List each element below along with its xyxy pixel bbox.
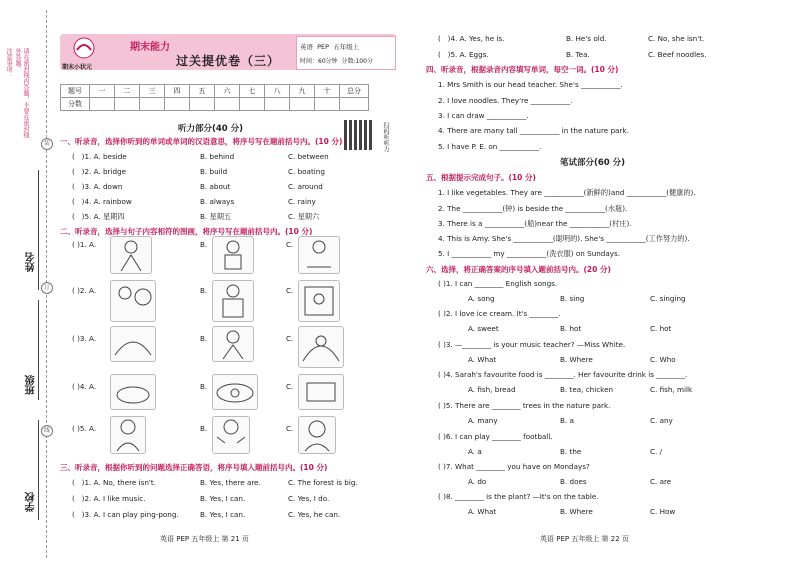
option-c: C. hot xyxy=(650,324,672,333)
list-item: 2. I love noodles. They're ___________. xyxy=(438,96,573,105)
section-6-title: 六、选择，将正确答案的序号填入题前括号内。(20 分) xyxy=(426,265,611,274)
score-cell: 三 xyxy=(140,85,165,98)
brand-logo-icon xyxy=(64,36,104,60)
list-item: ( )3. A. I can play ping-pong. xyxy=(72,510,179,519)
question-stem: ( )2. I love ice cream. It's ________. xyxy=(438,309,561,318)
list-item: ( )2. A. xyxy=(72,286,97,295)
option-c: C. xyxy=(286,240,294,249)
class-line xyxy=(38,300,39,400)
score-input-cell[interactable] xyxy=(265,98,290,111)
picture-icon xyxy=(212,374,258,410)
picture-icon xyxy=(298,374,344,410)
score-input-cell[interactable] xyxy=(340,98,369,111)
question-stem: ( )3. —________ is your music teacher? —Miss White. xyxy=(438,340,626,349)
list-item: ( )5. A. Eggs. xyxy=(438,50,489,59)
option-c: C. No, she isn't. xyxy=(648,34,705,43)
option-a: A. a xyxy=(468,447,482,456)
question-stem: ( )7. What ________ you have on Mondays? xyxy=(438,462,590,471)
option-c: C. any xyxy=(650,416,673,425)
score-input-cell[interactable] xyxy=(315,98,340,111)
school-label: 学校 xyxy=(26,492,37,512)
score-cell: 八 xyxy=(265,85,290,98)
option-b: B. Where xyxy=(560,355,593,364)
option-b: B. tea, chicken xyxy=(560,385,614,394)
list-item: 5. I ___________ my ___________(洗衣服) on Sundays. xyxy=(438,249,621,258)
written-section-title: 笔试部分(60 分) xyxy=(560,158,626,168)
list-item: 4. There are many tall ___________ in the nature park. xyxy=(438,126,629,135)
option-b: B. the xyxy=(560,447,582,456)
right-footer: 英语 PEP 五年级上 第 22 页 xyxy=(540,535,629,543)
picture-icon xyxy=(212,416,250,454)
option-b: B. xyxy=(200,240,208,249)
score-cell: 二 xyxy=(115,85,140,98)
option-c: C. xyxy=(286,286,294,295)
option-b: B. Yes, there are. xyxy=(200,478,261,487)
option-a: A. do xyxy=(468,477,487,486)
option-b: B. xyxy=(200,334,208,343)
option-a: A. many xyxy=(468,416,498,425)
question-stem: ( )6. I can play ________ football. xyxy=(438,432,553,441)
qr-label: 扫码听听力 xyxy=(382,122,389,152)
option-c: C. 星期六 xyxy=(288,212,320,221)
binding-mark-2: 订 xyxy=(41,282,53,294)
option-a: A. sweet xyxy=(468,324,499,333)
option-c: C. Who xyxy=(650,355,676,364)
section-5-title: 五、根据提示完成句子。(10 分) xyxy=(426,173,536,182)
option-c: C. Yes, he can. xyxy=(288,510,341,519)
score-input-cell[interactable] xyxy=(115,98,140,111)
score-cell: 六 xyxy=(215,85,240,98)
binding-mark-3: 线 xyxy=(41,425,53,437)
option-b: B. always xyxy=(200,197,235,206)
picture-icon xyxy=(110,326,156,362)
score-cell: 分数 xyxy=(61,98,90,111)
option-c: C. around xyxy=(288,182,323,191)
list-item: ( )3. A. xyxy=(72,334,97,343)
list-item: ( )1. A. beside xyxy=(72,152,127,161)
list-item: ( )3. A. down xyxy=(72,182,123,191)
binding-margin xyxy=(0,0,52,566)
list-item: 4. This is Amy. She's ___________(聪明的). She's ___________(工作努力的). xyxy=(438,234,690,243)
option-b: B. hot xyxy=(560,324,582,333)
option-b: B. behind xyxy=(200,152,235,161)
score-input-cell[interactable] xyxy=(140,98,165,111)
option-b: B. xyxy=(200,286,208,295)
score-input-cell[interactable] xyxy=(190,98,215,111)
picture-icon xyxy=(298,416,336,454)
option-b: B. a xyxy=(560,416,574,425)
score-cell: 四 xyxy=(165,85,190,98)
option-b: B. Yes, I can. xyxy=(200,510,246,519)
option-b: B. build xyxy=(200,167,228,176)
question-stem: ( )4. Sarah's favourite food is ________. Her favourite drink is ________. xyxy=(438,370,688,379)
score-cell: 题号 xyxy=(61,85,90,98)
list-item: ( )4. A. xyxy=(72,382,97,391)
section-2-title: 二、听录音，选择与句子内容相符的图画，将序号写在题前括号内。(10 分) xyxy=(60,227,313,236)
question-stem: ( )5. There are ________ trees in the nature park. xyxy=(438,401,611,410)
option-c: C. xyxy=(286,424,294,433)
qr-code-icon[interactable] xyxy=(344,120,374,150)
option-b: B. about xyxy=(200,182,231,191)
option-b: B. does xyxy=(560,477,587,486)
option-a: A. fish, bread xyxy=(468,385,516,394)
score-value-row xyxy=(61,98,369,111)
picture-icon xyxy=(110,236,152,274)
class-label: 班级 xyxy=(26,375,37,395)
score-input-cell[interactable] xyxy=(290,98,315,111)
edition: PEP xyxy=(317,43,330,51)
picture-icon xyxy=(298,280,340,322)
list-item: ( )4. A. Yes, he is. xyxy=(438,34,505,43)
picture-icon xyxy=(212,236,254,274)
option-c: C. Yes, I do. xyxy=(288,494,330,503)
option-c: C. are xyxy=(650,477,672,486)
option-b: B. 星期五 xyxy=(200,212,232,221)
score-cell: 总分 xyxy=(340,85,369,98)
option-c: C. xyxy=(286,334,294,343)
score-cell: 一 xyxy=(90,85,115,98)
option-c: C. Beef noodles. xyxy=(648,50,707,59)
option-b: B. sing xyxy=(560,294,585,303)
section-4-title: 四、听录音，根据录音内容填写单词，每空一词。(10 分) xyxy=(426,65,619,74)
score-cell: 五 xyxy=(190,85,215,98)
book-name: 期末能力 xyxy=(130,42,170,53)
name-line xyxy=(38,170,39,290)
option-c: C. The forest is big. xyxy=(288,478,358,487)
option-b: B. xyxy=(200,424,208,433)
option-c: C. rainy xyxy=(288,197,316,206)
option-a: A. What xyxy=(468,507,497,516)
score-input-cell[interactable] xyxy=(240,98,265,111)
option-b: B. He's old. xyxy=(566,34,607,43)
list-item: 1. I like vegetables. They are ___________(新鲜的)and ___________(健康的). xyxy=(438,188,696,197)
option-b: B. Where xyxy=(560,507,593,516)
score-input-cell[interactable] xyxy=(165,98,190,111)
listening-section-title: 听力部分(40 分) xyxy=(178,124,244,134)
left-footer: 英语 PEP 五年级上 第 21 页 xyxy=(160,535,249,543)
list-item: 3. There is a ___________(船)near the ___________(村庄). xyxy=(438,219,632,228)
list-item: ( )5. A. xyxy=(72,424,97,433)
picture-icon xyxy=(110,374,156,410)
option-c: C. How xyxy=(650,507,676,516)
list-item: ( )2. A. bridge xyxy=(72,167,127,176)
school-line xyxy=(38,420,39,520)
list-item: ( )4. A. rainbow xyxy=(72,197,132,206)
grade: 五年级上 xyxy=(333,43,360,51)
subject-info xyxy=(300,42,359,51)
subject: 英语 xyxy=(300,43,313,51)
option-b: B. xyxy=(200,382,208,391)
score-cell: 九 xyxy=(290,85,315,98)
option-a: A. song xyxy=(468,294,495,303)
name-label: 姓名 xyxy=(26,252,37,272)
section-1-title: 一、听录音，选择你听到的单词或单词的汉语意思，将序号写在题前括号内。(10 分) xyxy=(60,137,343,146)
binding-note-title: 注意事项： xyxy=(5,48,12,78)
option-c: C. between xyxy=(288,152,329,161)
list-item: ( )1. A. xyxy=(72,240,97,249)
score-input-cell[interactable] xyxy=(215,98,240,111)
score-cell: 七 xyxy=(240,85,265,98)
option-b: B. Tea. xyxy=(566,50,590,59)
list-item: 1. Mrs Smith is our head teacher. She's ___________. xyxy=(438,80,623,89)
score-header-row xyxy=(61,85,369,98)
picture-icon xyxy=(110,280,156,322)
picture-icon xyxy=(212,280,254,322)
list-item: ( )2. A. I like music. xyxy=(72,494,146,503)
option-c: C. fish, milk xyxy=(650,385,693,394)
option-c: C. / xyxy=(650,447,663,456)
question-stem: ( )8. ________ is the plant? —It's on the table. xyxy=(438,492,599,501)
time: 时间：60分钟 xyxy=(300,58,338,65)
score-cell: 十 xyxy=(315,85,340,98)
list-item: ( )1. A. No, there isn't. xyxy=(72,478,156,487)
score-table xyxy=(60,84,369,111)
list-item: 5. I have P. E. on ___________. xyxy=(438,142,542,151)
section-3-title: 三、听录音，根据你听到的问题选择正确答语，将序号填入题前括号内。(10 分) xyxy=(60,463,328,472)
list-item: 2. The ___________(钟) is beside the ___________(水瓶). xyxy=(438,204,628,213)
picture-icon xyxy=(110,416,146,454)
score: 分数:100分 xyxy=(341,58,373,65)
score-input-cell[interactable] xyxy=(90,98,115,111)
page-title: 过关提优卷（三） xyxy=(176,54,281,68)
question-stem: ( )1. I can ________ English songs. xyxy=(438,279,558,288)
list-item: 3. I can draw ___________. xyxy=(438,111,529,120)
binding-note-text: 请在密封线内答题，不要在密封线外答题。 xyxy=(14,48,29,138)
picture-icon xyxy=(298,236,340,274)
time-score-info xyxy=(300,56,373,65)
binding-mark-1: 装 xyxy=(41,138,53,150)
option-a: A. What xyxy=(468,355,497,364)
option-c: C. singing xyxy=(650,294,686,303)
picture-icon xyxy=(212,326,254,362)
list-item: ( )5. A. 星期四 xyxy=(72,212,125,221)
option-b: B. Yes, I can. xyxy=(200,494,246,503)
option-c: C. xyxy=(286,382,294,391)
option-c: C. boating xyxy=(288,167,325,176)
picture-icon xyxy=(298,326,344,368)
brand-name: 期末小状元 xyxy=(62,64,93,71)
